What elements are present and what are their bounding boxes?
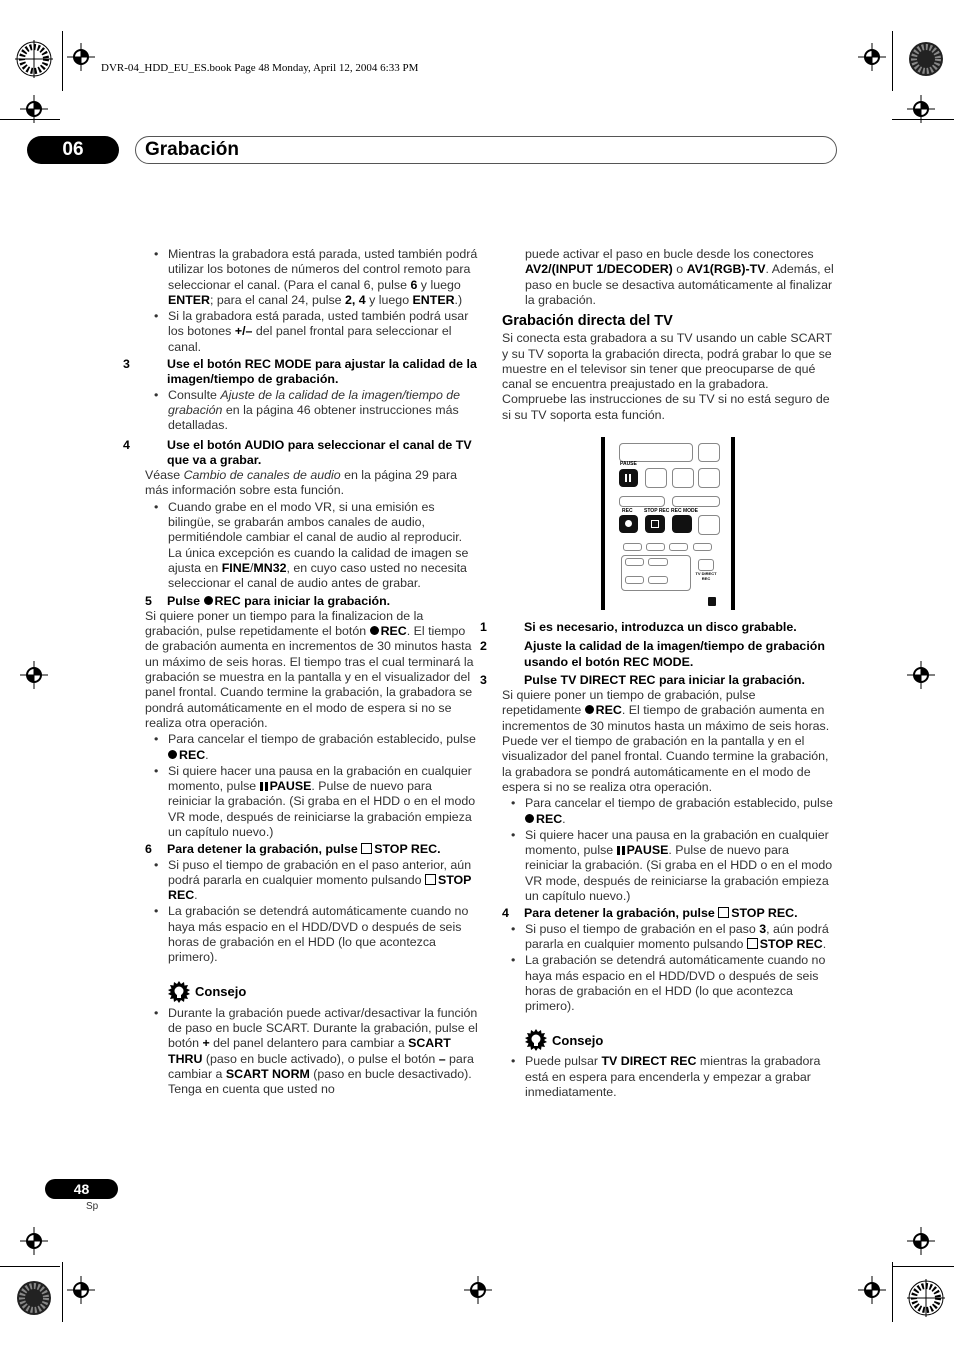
crop-mark [892,1262,893,1322]
stop-square-icon [425,874,436,885]
remote-stop-rec-button [645,515,665,533]
crosshair-icon [907,1227,935,1255]
remote-label-tv-direct-rec: TV DIRECT REC [695,571,717,581]
remote-control-illustration [601,437,735,610]
chapter-number: 06 [27,136,119,164]
list-item: • Durante la grabación puede activar/desactivar la función de paso en bucle SCART. Durante la grabación, pulse el botón + del panel delantero para cambiar a SCART THRU (paso en bucle activado), o pulse el botón – para cambiar a SCART NORM (paso en bucle desactivado). Tenga en cuenta que usted no [145,1006,478,1098]
step-heading: 4 Para detener la grabación, pulse STOP REC. [502,906,798,921]
remote-label-rec-mode: REC MODE [671,508,698,514]
list-item: • Si la grabadora está parada, usted también podrá usar los botones +/– del panel frontal para seleccionar el canal. [145,309,478,355]
registration-mark-icon [15,40,53,78]
crosshair-icon [858,43,886,71]
crosshair-icon [858,1276,886,1304]
list-item: • Si puso el tiempo de grabación en el paso 3, aún podrá pararla en cualquier momento pulsando STOP REC. [502,922,835,953]
page-language: Sp [86,1201,99,1212]
list-item: • Si puso el tiempo de grabación en el paso anterior, aún podrá pararla en cualquier momento pulsando STOP REC. [145,858,478,904]
remote-label-stop-rec: STOP REC [644,508,670,514]
paragraph: Si quiere poner un tiempo de grabación, pulse repetidamente REC. El tiempo de grabación aumenta en incrementos de 30 minutos hasta un máximo de seis horas. Puede ver el tiempo de grabación en la pantalla y en el visualizador del panel frontal. Cuando termine la grabación, la grabadora se pondrá automáticamente en el modo de espera si no se realiza otra operación. [502,688,830,794]
remote-icon [708,597,716,606]
record-dot-icon [585,705,594,714]
step-heading: 4 Use el botón AUDIO para seleccionar el canal de TV que va a grabar. [123,437,472,467]
crosshair-icon [20,95,48,123]
record-dot-icon [370,626,379,635]
list-item: • Para cancelar el tiempo de grabación establecido, pulse REC. [145,732,478,763]
paragraph: Véase Cambio de canales de audio en la página 29 para más información sobre esta función. [145,468,458,498]
registration-mark-icon [907,40,945,78]
chapter-title-bar [135,136,837,164]
stop-square-icon [747,938,758,949]
stop-square-icon [361,843,372,854]
record-dot-icon [168,750,177,759]
record-dot-icon [204,596,213,605]
paragraph: Si quiere poner un tiempo para la finalizacion de la grabación, pulse repetidamente el botón REC. El tiempo de grabación aumenta en incrementos de 30 minutos hasta un máximo de seis horas. El tiempo tras el cual terminará la grabación se muestra en la pantalla y en el visualizador del panel frontal. Cuando termine la grabación, la grabadora se pondrá automáticamente en el modo de espera si no se realiza otra operación. [145,608,474,730]
registration-mark-icon [15,1279,53,1317]
crop-mark [892,31,893,91]
right-column-top [525,247,835,308]
crosshair-icon [464,1276,492,1304]
lightbulb-icon [524,1028,548,1052]
lightbulb-icon [167,980,191,1004]
crop-mark [62,1262,63,1322]
list-item: • Cuando grabe en el modo VR, si una emisión es bilingüe, se grabarán ambos canales de audio, permitiéndole cambiar el canal de audio al reproducir. La única excepción es cuando la calidad de imagen se ajusta en FINE/MN32, en cuyo caso usted no necesita seleccionar el canal de audio antes de grabar. [145,500,478,592]
tip-heading: Consejo [167,980,478,1004]
pause-icon [617,846,625,855]
remote-rec-button [619,515,638,533]
right-column-steps [480,620,835,1100]
crosshair-icon [907,661,935,689]
crosshair-icon [67,43,95,71]
list-item: • Puede pulsar TV DIRECT REC mientras la grabadora está en espera para encenderla y empezar a grabar inmediatamente. [502,1054,835,1100]
right-column-intro [502,306,835,423]
list-item: • La grabación se detendrá automáticamente cuando no haya más espacio en el HDD/DVD o después de seis horas de grabación en el HDD (lo que acontezca primero). [145,904,478,965]
registration-mark-icon [907,1279,945,1317]
list-item: • La grabación se detendrá automáticamente cuando no haya más espacio en el HDD/DVD o después de seis horas de grabación en el HDD (lo que acontezca primero). [502,953,835,1014]
remote-rec-mode-button [672,515,692,533]
step-heading: 1 Si es necesario, introduzca un disco grabable. [480,620,797,634]
step-heading: 5 Pulse REC para iniciar la grabación. [145,593,391,608]
crop-mark [0,1266,60,1267]
crosshair-icon [20,661,48,689]
tip-heading: Consejo [524,1028,835,1052]
step-heading: 2 Ajuste la calidad de la imagen/tiempo de grabación usando el botón REC MODE. [480,639,825,669]
crosshair-icon [67,1276,95,1304]
crop-mark [892,1266,954,1267]
list-item: • Mientras la grabadora está parada, usted también podrá utilizar los botones de números del control remoto para seleccionar el canal. (Para el canal 6, pulse 6 y luego ENTER; para el canal 24, pulse 2, 4 y luego ENTER.) [145,247,478,308]
book-info: DVR-04_HDD_EU_ES.book Page 48 Monday, April 12, 2004 6:33 PM [101,62,419,74]
list-item: • Para cancelar el tiempo de grabación establecido, pulse REC. [502,796,835,827]
section-heading: Grabación directa del TV [502,313,673,329]
step-heading: 6 Para detener la grabación, pulse STOP REC. [145,842,441,857]
left-column [123,247,478,1097]
page-number: 48 [45,1179,118,1199]
record-dot-icon [525,814,534,823]
chapter-title: Grabación [145,139,239,160]
crop-mark [62,31,63,91]
paragraph: puede activar el paso en bucle desde los conectores AV2/(INPUT 1/DECODER) o AV1(RGB)-TV. Además, el paso en bucle se desactiva automáticamente al finalizar la grabación. [525,247,834,307]
list-item: • Si quiere hacer una pausa en la grabación en cualquier momento, pulse PAUSE. Pulse de nuevo para reiniciar la grabación. (Si graba en el HDD o en el modo VR mode, después de reiniciarse la grabación empieza un capítulo nuevo.) [145,764,478,840]
step-heading: 3 Use el botón REC MODE para ajustar la calidad de la imagen/tiempo de grabación. [123,357,477,387]
paragraph: Si conecta esta grabadora a su TV usando un cable SCART y su TV soporta la grabación directa, podrá grabar lo que se muestre en el televisor sin tener que preocuparse de qué canal se encuentra preajustado en la grabadora. Compruebe las instrucciones de su TV si no está seguro de si su TV soporta esta función. [502,331,832,422]
crosshair-icon [907,95,935,123]
crosshair-icon [20,1227,48,1255]
remote-label-pause: PAUSE [620,461,637,467]
stop-square-icon [718,907,729,918]
list-item: • Si quiere hacer una pausa en la grabación en cualquier momento, pulse PAUSE. Pulse de nuevo para reiniciar la grabación. (Si graba en el HDD o en el modo VR mode, después de reiniciarse la grabación empieza un capítulo nuevo.) [502,828,835,904]
remote-pause-button [619,469,638,487]
remote-label-rec: REC [622,508,633,514]
step-heading: 3 Pulse TV DIRECT REC para iniciar la grabación. [480,672,805,687]
pause-icon [260,782,268,791]
list-item: • Consulte Ajuste de la calidad de la imagen/tiempo de grabación en la página 46 obtener instrucciones más detalladas. [145,388,478,434]
